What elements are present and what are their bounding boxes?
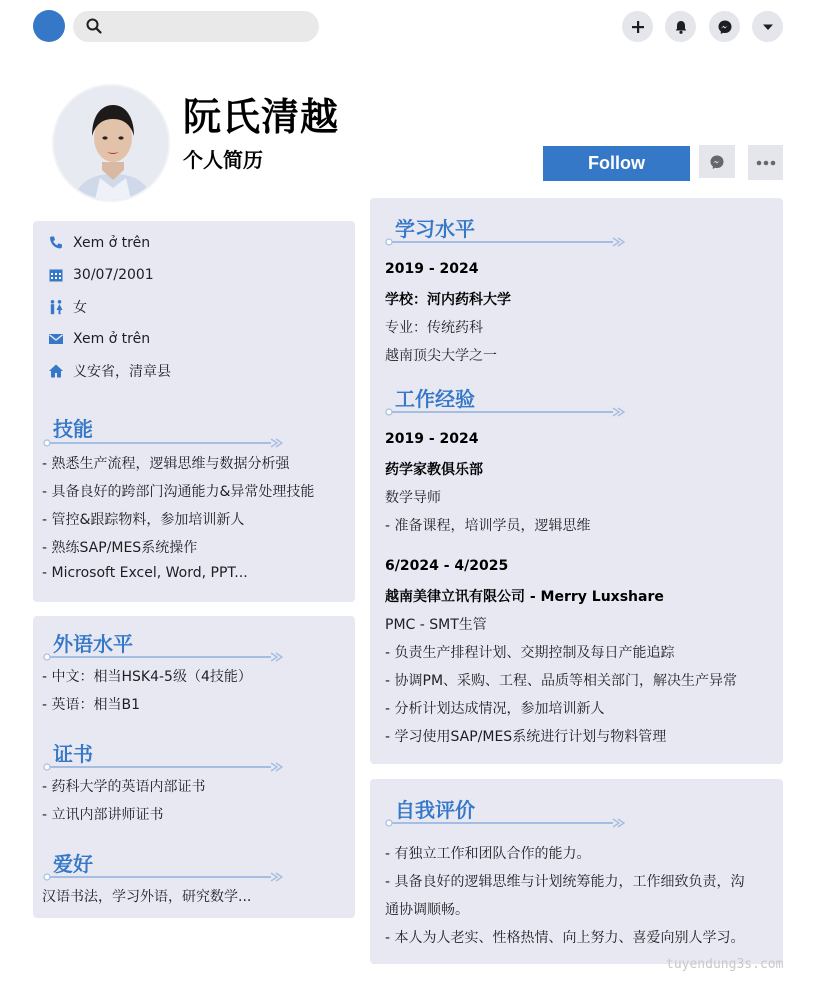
profile-name: 阮氏清越 — [183, 95, 340, 139]
contact-address — [47, 360, 171, 382]
list-item: - 熟练SAP/MES系统操作 — [42, 540, 198, 556]
list-item: - 本人为人老实、性格热情、向上努力、喜爱向别人学习。 — [385, 930, 745, 946]
certificates-title: 证书 — [53, 742, 93, 766]
job-detail: - 分析计划达成情况，参加培训新人 — [385, 701, 605, 717]
job-org: 药学家教俱乐部 — [385, 462, 483, 478]
list-item: - 熟悉生产流程，逻辑思维与数据分析强 — [42, 456, 290, 472]
list-item: - 有独立工作和团队合作的能力。 — [385, 846, 591, 862]
job-detail: - 负责生产排程计划、交期控制及每日产能追踪 — [385, 645, 675, 661]
list-item: - Microsoft Excel, Word, PPT... — [42, 565, 248, 581]
section-divider — [385, 237, 625, 247]
list-item: - 管控&跟踪物料，参加培训新人 — [42, 512, 245, 528]
skills-title: 技能 — [53, 417, 93, 441]
contact-email-text: Xem ở trên — [73, 331, 151, 347]
self-evaluation-card — [370, 779, 783, 964]
self-eval-title: 自我评价 — [395, 798, 475, 822]
job-detail: - 学习使用SAP/MES系统进行计划与物料管理 — [385, 729, 667, 745]
languages-certificates-card — [33, 616, 355, 918]
section-divider — [43, 872, 283, 882]
contact-email — [47, 328, 150, 350]
education-major: 专业：传统药科 — [385, 320, 483, 336]
message-button[interactable] — [699, 145, 735, 178]
section-divider — [385, 407, 625, 417]
job-period: 6/2024 - 4/2025 — [385, 558, 509, 574]
gender-icon — [47, 298, 65, 316]
search-icon — [85, 17, 103, 35]
section-divider — [385, 818, 625, 828]
list-item: - 具备良好的跨部门沟通能力&异常处理技能 — [42, 484, 315, 500]
phone-icon — [47, 234, 65, 252]
job-period: 2019 - 2024 — [385, 431, 479, 447]
section-divider — [43, 438, 283, 448]
messenger-button[interactable] — [709, 11, 740, 42]
more-options-button[interactable] — [748, 145, 783, 180]
job-role: 数学导师 — [385, 490, 441, 506]
chevron-down-icon — [760, 19, 776, 35]
languages-title: 外语水平 — [53, 632, 133, 656]
contact-phone — [47, 232, 150, 254]
job-detail: - 准备课程，培训学员，逻辑思维 — [385, 518, 591, 534]
list-item: - 立讯内部讲师证书 — [42, 807, 164, 823]
search-input[interactable] — [73, 11, 319, 42]
mail-icon — [47, 330, 65, 348]
job-detail: - 协调PM、采购、工程、品质等相关部门，解决生产异常 — [385, 673, 738, 689]
list-item: - 英语：相当B1 — [42, 697, 141, 713]
education-experience-card — [370, 198, 783, 764]
contact-birthday-text: 30/07/2001 — [73, 267, 154, 283]
job-role: PMC - SMT生管 — [385, 617, 487, 633]
notifications-button[interactable] — [665, 11, 696, 42]
education-school: 学校：河内药科大学 — [385, 292, 511, 308]
bell-icon — [673, 19, 689, 35]
contact-phone-text: Xem ở trên — [73, 235, 151, 251]
education-note: 越南顶尖大学之一 — [385, 348, 497, 364]
list-item: 通协调顺畅。 — [385, 902, 469, 918]
section-divider — [43, 652, 283, 662]
messenger-icon — [709, 154, 725, 170]
education-period: 2019 - 2024 — [385, 261, 479, 277]
watermark: tuyendung3s.com — [666, 957, 784, 972]
plus-icon — [630, 19, 646, 35]
follow-button[interactable]: Follow — [543, 146, 690, 181]
contact-address-text: 义安省，清章县 — [73, 364, 171, 380]
list-item: - 具备良好的逻辑思维与计划统筹能力，工作细致负责，沟 — [385, 874, 745, 890]
logo[interactable] — [33, 10, 65, 42]
contact-gender-text: 女 — [73, 300, 87, 316]
create-button[interactable] — [622, 11, 653, 42]
education-title: 学习水平 — [395, 217, 475, 241]
top-bar — [0, 0, 815, 52]
home-icon — [47, 362, 65, 380]
job-org: 越南美律立讯有限公司 - Merry Luxshare — [385, 589, 664, 605]
contact-skills-card — [33, 221, 355, 602]
hobbies-title: 爱好 — [53, 852, 93, 876]
account-menu-button[interactable] — [752, 11, 783, 42]
more-icon — [756, 160, 776, 166]
list-item: - 药科大学的英语内部证书 — [42, 779, 206, 795]
contact-gender — [47, 296, 87, 318]
section-divider — [43, 762, 283, 772]
profile-subtitle: 个人简历 — [183, 148, 263, 172]
experience-title: 工作经验 — [395, 387, 475, 411]
avatar — [52, 84, 170, 202]
contact-birthday — [47, 264, 154, 286]
list-item: - 中文：相当HSK4-5级（4技能） — [42, 669, 252, 685]
calendar-icon — [47, 266, 65, 284]
messenger-icon — [717, 19, 733, 35]
hobbies-text: 汉语书法，学习外语，研究数学... — [42, 889, 252, 905]
